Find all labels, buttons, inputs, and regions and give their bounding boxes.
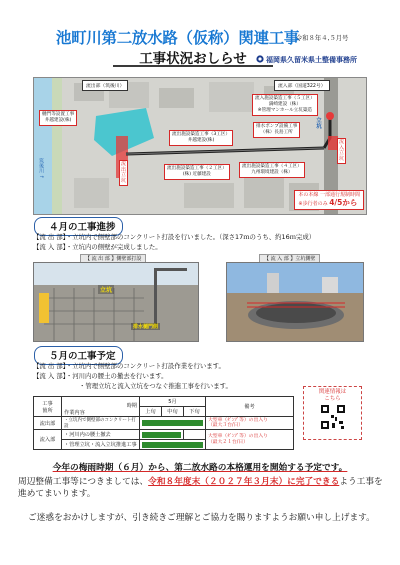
- row2-schedule-bar1: [142, 432, 181, 438]
- row2-bar1-cell: [140, 430, 184, 440]
- table-head-early: 上旬: [140, 407, 162, 417]
- inlet-progress-photo-graphic: [227, 263, 364, 342]
- row1-schedule-bar: [142, 420, 203, 426]
- table-head-period: 時期: [126, 403, 137, 409]
- may-heading: ５月の工事予定: [34, 346, 123, 365]
- traffic-notice: [294, 190, 364, 210]
- photo1-gate-tag: 排水樋門側: [133, 324, 159, 330]
- table-head-late: 下旬: [184, 407, 206, 417]
- outlet-work3-callout: 流出施設築造工事（3工区） 井越建設(株): [169, 130, 233, 146]
- closing-paragraph-1: 今年の梅雨時期（６月）から、第二放水路の本格運用を開始する予定です。: [52, 463, 348, 473]
- closing-paragraph-3: ご迷惑をおかけしますが、引き続きご理解とご協力を賜りますようお願い申し上げます。: [28, 513, 375, 523]
- closing-p2-a: 周辺整備工事等につきましては、: [18, 477, 149, 487]
- row2-work1: ・河川内の腰土撤去: [62, 430, 140, 440]
- outlet-progress-photo: [33, 262, 199, 342]
- schedule-table: [33, 396, 294, 450]
- office-name-text: 福岡県久留米県土整備事務所: [266, 56, 357, 64]
- row1-bar-cell: [140, 417, 206, 430]
- row2-schedule-bar2: [142, 442, 203, 448]
- row2-bar1-empty: [184, 430, 206, 440]
- closing-p2-c: よう工事を進めてまいります。: [18, 477, 383, 499]
- outlet-area-label: 流出部（筑後川）: [82, 80, 128, 91]
- table-head-mid: 中旬: [162, 407, 184, 417]
- outlet-progress-photo-graphic: [34, 263, 199, 342]
- table-row: [34, 430, 294, 440]
- photo1-shaft-tag: 立坑: [100, 287, 113, 294]
- related-info-box[interactable]: [303, 386, 362, 440]
- office-name: [256, 55, 357, 65]
- may-inlet-line: 【流 入 部】・河川内の腰土の撤去を行います。: [33, 372, 168, 380]
- row2-note: 大型車（ﾀﾞﾝﾌﾟ等）の出入り （最大２１台/日）: [206, 430, 294, 450]
- table-head-work-cell: [62, 397, 140, 417]
- prefecture-logo-icon: [256, 55, 264, 63]
- qr-code-icon[interactable]: [320, 404, 346, 430]
- traffic-notice-line2: ※歩行者のみ: [298, 201, 328, 207]
- closing-p2-b: 令和８年度末（２０２７年３月末）に完了できる: [148, 477, 340, 487]
- inlet-work5-callout: 流入施設築造工事（５工区） 満崎建設（株） ※管理マンホール立坑築造: [252, 94, 318, 116]
- inlet-area-label: 流入部（国道322号）: [274, 80, 330, 91]
- row2-bar2-cell: [140, 440, 206, 450]
- traffic-notice-line2-wrap: [298, 199, 360, 208]
- traffic-notice-line1: 本の本線 一部通行規制時間: [298, 192, 360, 198]
- row1-note: 大型車（ﾀﾞﾝﾌﾟ等）の出入り （最大３台/日）: [206, 417, 294, 430]
- inlet-progress-photo: [226, 262, 364, 342]
- outlet-work2-callout: 流出施設築造工事（２工区） (株) 近藤建設: [164, 164, 230, 180]
- table-head-note: 備考: [206, 397, 294, 417]
- pump-work-callout: 排水ポンプ設備工事 （株）長島工所: [253, 122, 300, 138]
- april-outlet-line: 【流 出 部】・立坑内で側壁部のコンクリート打設を行いました。（深さ17ｍのうち、約16ｍ完成）: [33, 233, 316, 241]
- traffic-notice-date: 4/5から: [329, 198, 358, 207]
- row1-work: ・立坑内で側壁部のコンクリート打設: [62, 417, 140, 430]
- april-inlet-line: 【流 入 部】・立坑内の側壁が完成しました。: [33, 243, 162, 251]
- related-info-text: 関連情報は こちら: [318, 389, 347, 402]
- table-head-place: 工事 箇所: [34, 397, 62, 417]
- inlet-shaft-label: 流入立坑: [337, 138, 346, 164]
- closing-paragraph-2: [18, 477, 384, 500]
- outlet-shaft-tube-label: 流出立坑: [119, 160, 128, 186]
- page-subtitle: 工事状況おしらせ: [113, 47, 273, 67]
- site-map: [33, 77, 367, 215]
- page-title: 池町川第二放水路（仮称）関連工事: [55, 29, 300, 47]
- row2-place: 流入部: [34, 430, 62, 450]
- issue-date: 令和８年４,５月号: [296, 35, 349, 42]
- outlet-shaft-label: 立坑: [316, 118, 322, 131]
- outlet-work4-callout: 流出施設築造工事（４工区） 九州環境建設（株）: [239, 162, 305, 178]
- table-row: [34, 417, 294, 430]
- may-outlet-line: 【流 出 部】・立坑内で側壁部のコンクリート打設作業を行います。: [33, 362, 225, 370]
- river-label: 筑後川 ↑: [38, 158, 44, 179]
- may-inlet-line2: ・管理立坑と流入立坑をつなぐ推進工事を行います。: [79, 382, 232, 390]
- row2-work2: ・管理立坑・流入立坑推進工事: [62, 440, 140, 450]
- april-photo1-label: 【 流 出 部 】側壁部打設: [80, 254, 146, 263]
- april-photo2-label: 【 流 入 部 】立坑側壁: [259, 254, 320, 263]
- table-head-work: 作業内容: [64, 410, 85, 416]
- table-head-month: 5月: [140, 397, 206, 407]
- april-heading: ４月の工事進捗: [34, 217, 123, 236]
- row1-place: 流出部: [34, 417, 62, 430]
- gate-work-callout: 樋門等設置工事 井越建設(株): [39, 110, 77, 126]
